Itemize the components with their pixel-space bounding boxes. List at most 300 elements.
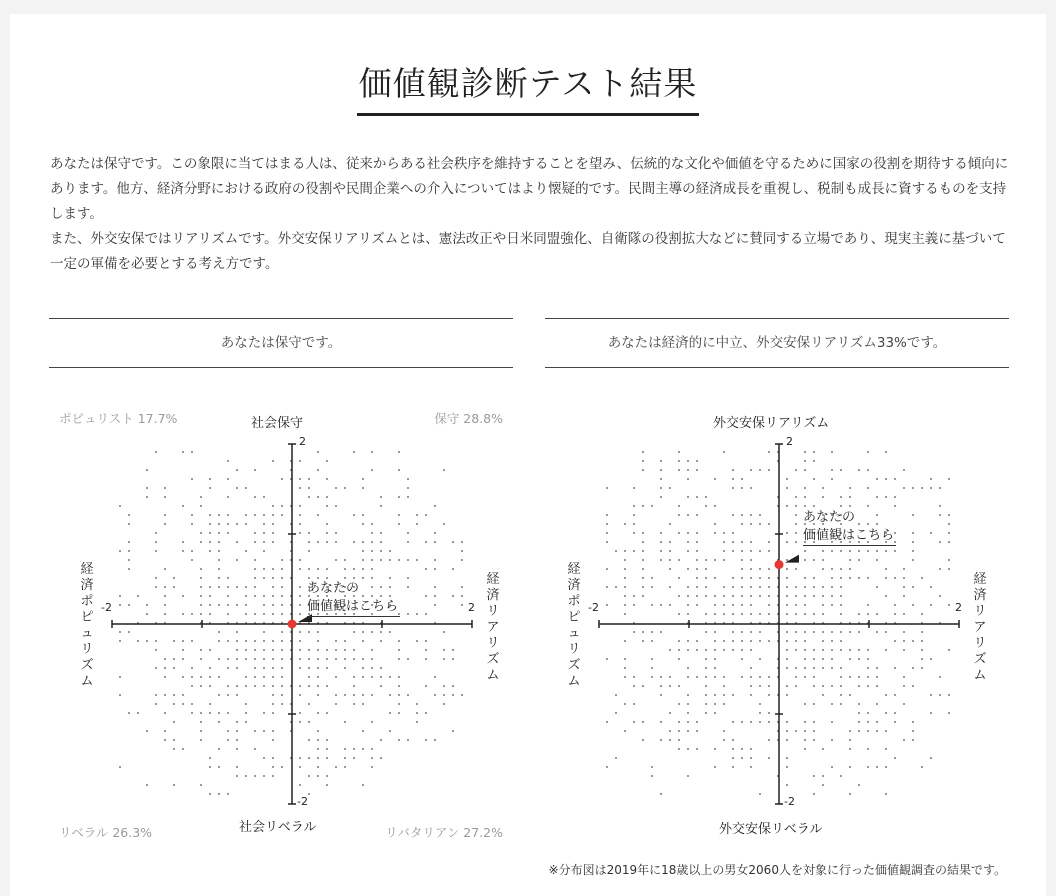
distribution-dot [750,487,752,489]
distribution-dot [245,514,247,516]
distribution-dot [380,757,382,759]
distribution-dot [263,532,265,534]
tick-y-max: 2 [786,435,793,448]
distribution-dot [236,685,238,687]
distribution-dot [443,469,445,471]
distribution-dot [840,775,842,777]
distribution-dot [407,532,409,534]
distribution-dot [236,487,238,489]
distribution-dot [822,631,824,633]
distribution-dot [245,595,247,597]
distribution-dot [840,604,842,606]
distribution-dot [660,694,662,696]
distribution-dot [840,577,842,579]
distribution-dot [885,550,887,552]
tick-x-max: 2 [468,601,475,614]
distribution-dot [633,631,635,633]
distribution-dot [209,487,211,489]
distribution-dot [642,577,644,579]
distribution-dot [876,721,878,723]
distribution-dot [840,586,842,588]
distribution-dot [299,559,301,561]
distribution-dot [326,568,328,570]
distribution-dot [732,478,734,480]
distribution-dot [371,559,373,561]
distribution-dot [732,514,734,516]
distribution-dot [344,766,346,768]
distribution-dot [606,604,608,606]
distribution-dot [344,667,346,669]
distribution-dot [146,613,148,615]
distribution-dot [173,694,175,696]
distribution-dot [624,550,626,552]
distribution-dot [732,487,734,489]
distribution-dot [705,676,707,678]
distribution-dot [867,685,869,687]
you-callout [803,509,896,546]
distribution-dot [741,541,743,543]
distribution-dot [714,748,716,750]
distribution-dot [876,676,878,678]
distribution-dot [461,559,463,561]
distribution-dot [804,658,806,660]
distribution-dot [813,667,815,669]
distribution-dot [651,631,653,633]
distribution-dot [687,478,689,480]
distribution-dot [813,775,815,777]
distribution-dot [209,514,211,516]
distribution-dot [209,586,211,588]
distribution-dot [146,604,148,606]
distribution-dot [741,631,743,633]
distribution-dot [849,793,851,795]
distribution-dot [786,586,788,588]
distribution-dot [813,730,815,732]
distribution-dot [155,451,157,453]
distribution-dot [858,730,860,732]
distribution-dot [272,613,274,615]
distribution-dot [660,739,662,741]
distribution-dot [948,559,950,561]
distribution-dot [407,559,409,561]
distribution-dot [407,577,409,579]
distribution-dot [840,568,842,570]
page-title-wrap [10,58,1046,116]
distribution-dot [687,613,689,615]
diplomacy-economic-chart [545,374,1009,844]
distribution-dot [200,604,202,606]
distribution-dot [705,667,707,669]
distribution-dot [768,577,770,579]
distribution-dot [822,694,824,696]
distribution-dot [795,541,797,543]
distribution-dot [669,730,671,732]
distribution-dot [714,667,716,669]
distribution-dot [263,676,265,678]
distribution-dot [714,604,716,606]
distribution-dot [407,613,409,615]
distribution-dot [903,685,905,687]
distribution-dot [308,793,310,795]
distribution-dot [912,721,914,723]
description-paragraph-2: また、外交安保ではリアリズムです。外交安保リアリズムとは、憲法改正や日米同盟強化、自衛隊の役割拡大などに賛同する立場であり、現実主義に基づいて一定の軍備を必要とする考え方です。 [50,231,1006,272]
distribution-dot [849,694,851,696]
distribution-dot [822,613,824,615]
distribution-dot [642,505,644,507]
distribution-dot [155,703,157,705]
distribution-dot [164,739,166,741]
axis-label-left: 経済ポピュリズム [567,562,581,689]
distribution-dot [768,451,770,453]
distribution-dot [353,451,355,453]
distribution-dot [696,541,698,543]
distribution-dot [254,469,256,471]
distribution-dot [254,775,256,777]
distribution-dot [326,541,328,543]
distribution-dot [452,649,454,651]
tick-y-min: -2 [297,795,308,808]
distribution-dot [813,649,815,651]
distribution-dot [443,649,445,651]
distribution-dot [642,586,644,588]
distribution-dot [939,487,941,489]
distribution-dot [813,721,815,723]
distribution-dot [335,541,337,543]
distribution-dot [344,694,346,696]
distribution-dot [425,541,427,543]
distribution-dot [624,703,626,705]
distribution-dot [651,676,653,678]
distribution-dot [371,451,373,453]
distribution-dot [245,721,247,723]
distribution-dot [200,496,202,498]
distribution-dot [624,559,626,561]
distribution-dot [867,577,869,579]
distribution-dot [651,604,653,606]
distribution-dot [813,559,815,561]
distribution-dot [263,658,265,660]
distribution-dot [173,784,175,786]
distribution-dot [813,739,815,741]
distribution-dot [200,784,202,786]
distribution-dot [813,460,815,462]
distribution-dot [822,559,824,561]
distribution-dot [705,559,707,561]
distribution-dot [804,676,806,678]
distribution-dot [362,478,364,480]
distribution-dot [696,469,698,471]
distribution-dot [678,505,680,507]
distribution-dot [813,793,815,795]
distribution-dot [615,550,617,552]
distribution-dot [741,568,743,570]
distribution-dot [200,595,202,597]
distribution-dot [687,640,689,642]
distribution-dot [452,694,454,696]
distribution-dot [434,541,436,543]
distribution-dot [732,631,734,633]
distribution-dot [831,649,833,651]
distribution-dot [750,649,752,651]
distribution-dot [660,631,662,633]
distribution-dot [200,586,202,588]
distribution-dot [380,505,382,507]
distribution-dot [876,613,878,615]
distribution-dot [389,676,391,678]
distribution-dot [687,775,689,777]
distribution-dot [723,586,725,588]
distribution-dot [398,712,400,714]
distribution-dot [840,685,842,687]
distribution-dot [335,694,337,696]
distribution-dot [696,595,698,597]
distribution-dot [182,658,184,660]
distribution-dot [867,487,869,489]
distribution-dot [741,478,743,480]
distribution-dot [254,532,256,534]
distribution-dot [849,568,851,570]
distribution-dot [191,550,193,552]
tick-y-max: 2 [299,435,306,448]
distribution-dot [876,703,878,705]
distribution-dot [948,694,950,696]
page-title: 価値観診断テスト結果 [357,58,700,116]
distribution-dot [804,595,806,597]
distribution-dot [804,451,806,453]
distribution-dot [389,577,391,579]
distribution-dot [182,550,184,552]
distribution-dot [624,604,626,606]
distribution-dot [714,658,716,660]
distribution-dot [326,496,328,498]
distribution-dot [245,487,247,489]
distribution-dot [416,703,418,705]
distribution-dot [317,748,319,750]
distribution-dot [831,577,833,579]
distribution-dot [786,784,788,786]
distribution-dot [173,748,175,750]
distribution-dot [642,469,644,471]
distribution-dot [885,649,887,651]
distribution-dot [326,523,328,525]
distribution-dot [236,631,238,633]
distribution-dot [876,766,878,768]
result-description [50,152,1010,277]
distribution-dot [822,784,824,786]
distribution-dot [903,487,905,489]
distribution-dot [209,703,211,705]
distribution-dot [705,712,707,714]
distribution-dot [804,721,806,723]
distribution-dot [705,685,707,687]
distribution-dot [903,568,905,570]
distribution-dot [750,523,752,525]
distribution-dot [930,487,932,489]
distribution-dot [696,721,698,723]
distribution-dot [885,748,887,750]
distribution-dot [741,523,743,525]
distribution-dot [831,658,833,660]
distribution-dot [164,676,166,678]
distribution-dot [678,649,680,651]
distribution-dot [281,586,283,588]
distribution-dot [741,604,743,606]
distribution-dot [218,631,220,633]
result-card [10,14,1046,896]
distribution-dot [137,595,139,597]
distribution-dot [894,712,896,714]
distribution-dot [362,631,364,633]
distribution-dot [660,532,662,534]
distribution-dot [678,613,680,615]
distribution-dot [903,469,905,471]
distribution-dot [308,676,310,678]
distribution-dot [687,460,689,462]
distribution-dot [128,631,130,633]
distribution-dot [389,559,391,561]
distribution-dot [335,532,337,534]
axis-label-top: 社会保守 [251,416,304,431]
distribution-dot [362,577,364,579]
distribution-dot [759,550,761,552]
description-paragraph-1: あなたは保守です。この象限に当てはまる人は、従来からある社会秩序を維持することを望み、伝統的な文化や価値を守るために国家の役割を期待する傾向にあります。他方、経済分野における政府の役割や民間企業への介入についてはより懐疑的です。民間主導の経済成長を重視し、税制も成長に資するものを支持します。 [50,156,1009,222]
distribution-dot [750,667,752,669]
distribution-dot [723,613,725,615]
distribution-dot [326,478,328,480]
distribution-dot [398,694,400,696]
distribution-dot [786,649,788,651]
distribution-dot [795,586,797,588]
distribution-dot [434,676,436,678]
social-economic-chart [49,374,513,844]
distribution-dot [912,550,914,552]
distribution-dot [299,658,301,660]
distribution-dot [281,559,283,561]
distribution-dot [353,568,355,570]
distribution-dot [182,505,184,507]
distribution-dot [750,469,752,471]
distribution-dot [263,604,265,606]
distribution-dot [452,730,454,732]
distribution-dot [759,676,761,678]
distribution-dot [146,730,148,732]
distribution-dot [768,712,770,714]
distribution-dot [921,631,923,633]
distribution-dot [164,613,166,615]
distribution-dot [876,631,878,633]
distribution-dot [272,676,274,678]
distribution-dot [182,694,184,696]
distribution-dot [795,514,797,516]
distribution-dot [858,685,860,687]
distribution-dot [885,766,887,768]
distribution-dot [732,721,734,723]
distribution-dot [930,604,932,606]
distribution-dot [398,685,400,687]
distribution-dot [921,577,923,579]
distribution-dot [191,676,193,678]
distribution-dot [714,712,716,714]
distribution-dot [759,514,761,516]
distribution-dot [750,577,752,579]
distribution-dot [813,703,815,705]
distribution-dot [281,505,283,507]
distribution-dot [624,613,626,615]
distribution-dot [831,595,833,597]
distribution-dot [335,703,337,705]
distribution-dot [236,775,238,777]
distribution-dot [335,649,337,651]
right-panel-header: あなたは経済的に中立、外交安保リアリズム33%です。 [545,318,1009,368]
distribution-dot [362,730,364,732]
distribution-dot [263,712,265,714]
distribution-dot [254,559,256,561]
distribution-dot [443,631,445,633]
distribution-dot [849,496,851,498]
distribution-dot [272,523,274,525]
distribution-dot [317,649,319,651]
distribution-dot [903,739,905,741]
distribution-dot [687,703,689,705]
distribution-dot [218,766,220,768]
distribution-dot [371,748,373,750]
distribution-dot [299,640,301,642]
distribution-dot [263,685,265,687]
distribution-dot [939,514,941,516]
distribution-dot [651,658,653,660]
distribution-dot [299,721,301,723]
distribution-dot [786,757,788,759]
distribution-dot [867,469,869,471]
distribution-dot [317,712,319,714]
distribution-dot [849,505,851,507]
distribution-dot [371,532,373,534]
distribution-dot [876,559,878,561]
distribution-dot [164,568,166,570]
distribution-dot [723,649,725,651]
distribution-dot [371,523,373,525]
distribution-dot [831,604,833,606]
distribution-dot [714,505,716,507]
distribution-dot [227,523,229,525]
distribution-dot [281,514,283,516]
distribution-dot [209,667,211,669]
distribution-dot [669,604,671,606]
distribution-dot [786,604,788,606]
distribution-dot [272,577,274,579]
distribution-dot [263,667,265,669]
distribution-dot [705,586,707,588]
distribution-dot [362,568,364,570]
distribution-dot [128,568,130,570]
distribution-dot [822,568,824,570]
distribution-dot [750,559,752,561]
distribution-dot [642,532,644,534]
distribution-dot [380,631,382,633]
distribution-dot [371,658,373,660]
distribution-dot [723,550,725,552]
distribution-dot [660,496,662,498]
tick-x-max: 2 [955,601,962,614]
distribution-dot [254,667,256,669]
distribution-dot [272,604,274,606]
distribution-dot [903,586,905,588]
you-marker [288,620,297,629]
distribution-dot [425,658,427,660]
distribution-dot [885,496,887,498]
distribution-dot [344,721,346,723]
distribution-dot [407,694,409,696]
